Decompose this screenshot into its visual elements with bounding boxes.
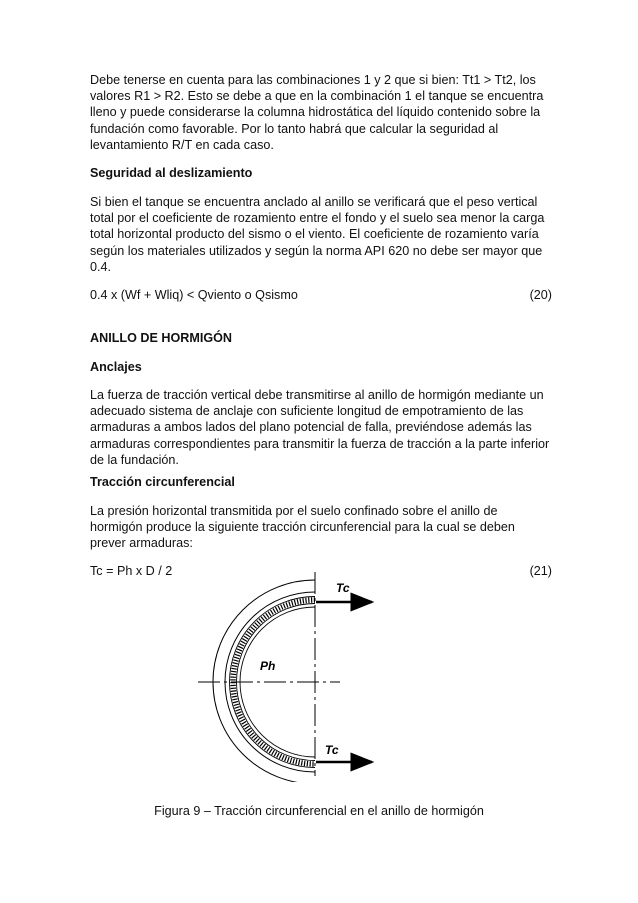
equation-21-formula: Tc = Ph x D / 2: [90, 564, 173, 578]
figure-caption: Figura 9 – Tracción circunferencial en el anillo de hormigón: [154, 804, 484, 818]
hoop-tension-figure: [190, 562, 390, 782]
equation-20-number: (20): [529, 288, 552, 302]
intro-paragraph: Debe tenerse en cuenta para las combinaciones 1 y 2 que si bien: Tt1 > Tt2, los valores R1 > R2. Esto se debe a que en la combinación 1 el tanque se encuentra lleno y puede considerarse la columna hidrostática del líquido contenido sobre la fundación como favorable. Por lo tanto habrá que calcular la seguridad al levantamiento R/T en cada caso.: [90, 73, 544, 152]
tc-bottom-label: Tc: [325, 743, 339, 757]
ring-heading: ANILLO DE HORMIGÓN: [90, 331, 233, 345]
ring-outer-edge: [213, 580, 315, 782]
anchors-heading: Anclajes: [90, 360, 142, 374]
concrete-ring: [213, 580, 315, 782]
sliding-paragraph: Si bien el tanque se encuentra anclado al anillo se verificará que el peso vertical total por el coeficiente de rozamiento entre el fondo y el suelo sea menor la carga total horizontal producto del sismo o el viento. El coeficiente de rozamiento varía según los materiales utilizados y según la norma API 620 no debe ser mayor que 0.4.: [90, 195, 545, 274]
hoop-heading: Tracción circunferencial: [90, 475, 235, 489]
hoop-paragraph: La presión horizontal transmitida por el suelo confinado sobre el anillo de hormigón produce la siguiente tracción circunferencial para la cual se deben prever armaduras:: [90, 504, 515, 551]
anchors-paragraph: La fuerza de tracción vertical debe transmitirse al anillo de hormigón mediante un adecuado sistema de anclaje con suficiente longitud de empotramiento de las armaduras a ambos lados del plano potencial de falla, previéndose además las armaduras correspondientes para transmitir la fuerza de tracción a la parte inferior de la fundación.: [90, 388, 550, 467]
ph-label: Ph: [260, 659, 276, 673]
tc-top-label: Tc: [336, 581, 350, 595]
sliding-heading: Seguridad al deslizamiento: [90, 166, 253, 180]
equation-21-number: (21): [529, 564, 552, 578]
equation-20-formula: 0.4 x (Wf + Wliq) < Qviento o Qsismo: [90, 288, 298, 302]
equation-20: [90, 287, 552, 303]
